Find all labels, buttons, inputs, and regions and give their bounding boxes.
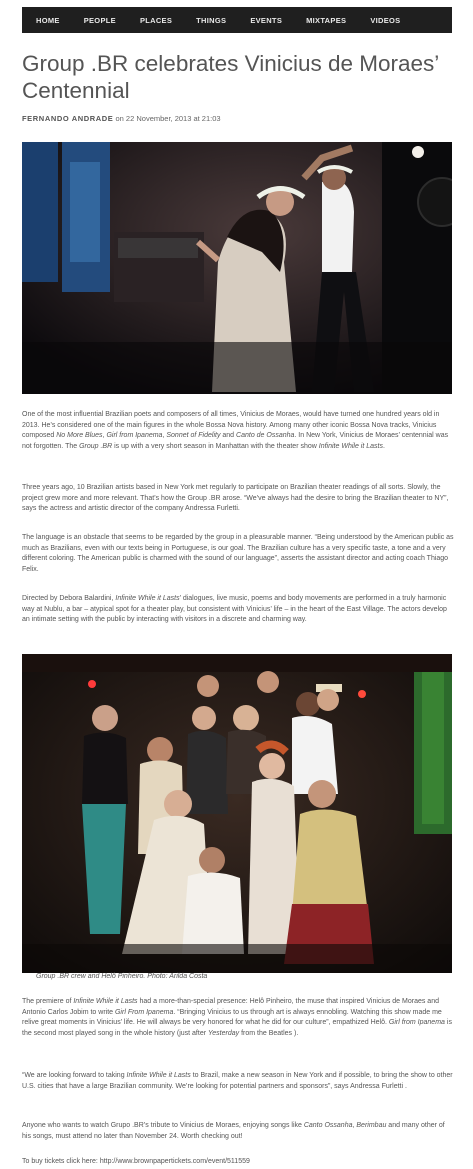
stage-performance-photo: [22, 142, 452, 394]
photo-caption: Group .BR crew and Helô Pinheiro. Photo: Arilda Costa: [36, 973, 208, 980]
publish-date: on 22 November, 2013 at 21:03: [115, 114, 221, 123]
paragraph-language: The language is an obstacle that seems to be regarded by the group in a pleasurable manner. “Being understood by the American public as much as Brazilians, even with our texts being in Portuguese, is our goal. The Brazilian culture has a very specific taste, a tone and a very different coloring. The American public is charmed with the sound of our language”, asserts the assistant director and acting coach Thiago Felix.: [22, 534, 454, 573]
nav-things[interactable]: THINGS: [196, 15, 227, 25]
paragraph-direction: Directed by Debora Balardini, Infinite While it Lasts’ dialogues, live music, poems and body movements are performed in a truly harmonic way at Nublu, a bar – atypical spot for a theater play, but consistent with Vinicius’ life – in the heart of the East Village. The actors develop an intimate setting with the public by interacting with visitors in a discrete and charming way.: [22, 595, 447, 624]
song-title: Sonnet of Fidelity: [166, 432, 221, 440]
article-title: Group .BR celebrates Vinicius de Moraes’ Centennial: [22, 51, 439, 103]
paragraph-premiere: The premiere of Infinite While it Lasts had a more-than-special presence: Helô Pinheiro, the muse that inspired Vinicius de Moraes and Antonio Carlos Jobim to write Girl From Ipanema. “Bringing Vinicius to us through art is always ennobling. Watching this show made me relive great moments in Vinicius’ life. He will always be very honored for what he did for our culture”, empathized Helô. Girl from Ipanema is the second most played song in the whole history (just after Yesterday from the Beatles ).: [22, 998, 452, 1037]
author-name[interactable]: FERNANDO ANDRADE: [22, 114, 114, 123]
group-crew-photo: [22, 654, 452, 973]
nav-people[interactable]: PEOPLE: [83, 15, 116, 25]
ticket-link[interactable]: http://www.brownpapertickets.com/event/511559: [99, 1158, 250, 1165]
show-title: Infinite While it Lasts: [73, 998, 138, 1005]
paragraph-intro: One of the most influential Brazilian poets and composers of all times, Vinicius de Moraes, would have turned one hundred years old in 2013. He’s considered one of the main figures in the whole Bossa Nova history. Among many other iconic Bossa Nova tracks, Vinicius composed No More Blues, Girl from Ipanema, Sonnet of Fidelity and Canto de Ossanha. In New York, Vinicius de Moraes’ centennial was not forgotten. The Group .BR is up with a very short season in Manhattan with the theater show Infinite While it Lasts.: [22, 411, 449, 450]
song-title: Berimbau: [356, 1122, 387, 1129]
show-title: Infinite While it Lasts: [126, 1072, 191, 1079]
nav-home[interactable]: HOME: [36, 15, 60, 25]
song-title: Girl From Ipanema: [114, 1008, 174, 1016]
main-navigation: [22, 7, 452, 33]
paragraph-tickets: To buy tickets click here: http://www.brownpapertickets.com/event/511559: [22, 1158, 250, 1165]
song-title: Canto de Ossanha: [236, 432, 295, 440]
song-title: Yesterday: [208, 1029, 240, 1037]
show-title: Infinite While it Lasts: [115, 595, 180, 602]
group-name: Group .BR: [79, 442, 113, 450]
show-title: Infinite While it Lasts: [318, 442, 383, 450]
nav-videos[interactable]: VIDEOS: [370, 15, 401, 25]
article-byline: [22, 114, 221, 123]
song-title: Girl from Ipanema: [106, 432, 163, 440]
nav-events[interactable]: EVENTS: [250, 15, 283, 25]
nav-places[interactable]: PLACES: [139, 15, 173, 25]
paragraph-attend: Anyone who wants to watch Grupo .BR’s tribute to Vinicius de Moraes, enjoying songs like Canto Ossanha, Berimbau and many other of his songs, must attend no later than November 24. Worth checking out!: [22, 1122, 445, 1140]
song-title: Canto Ossanha: [303, 1122, 353, 1129]
song-title: Girl from Ipanema: [388, 1019, 445, 1027]
paragraph-history: Three years ago, 10 Brazilian artists based in New York met regularly to participate on Brazilian theater readings of all sorts. Slowly, the project grew more and more relevant. That’s how the Group .BR arose. “We’ve always had the desire to bring the Brazilian theater to NY”, says the actress and artistic director of the company Andressa Furletti.: [22, 484, 449, 513]
paragraph-future-plans: “We are looking forward to taking Infinite While it Lasts to Brazil, make a new season in New York and if possible, to bring the show to other U.S. cities that have a large Brazilian community. We’re looking for potential partners and sponsors”, says Andressa Furletti .: [22, 1072, 453, 1090]
song-title: No More Blues: [56, 432, 103, 440]
nav-mixtapes[interactable]: MIXTAPES: [306, 15, 347, 25]
